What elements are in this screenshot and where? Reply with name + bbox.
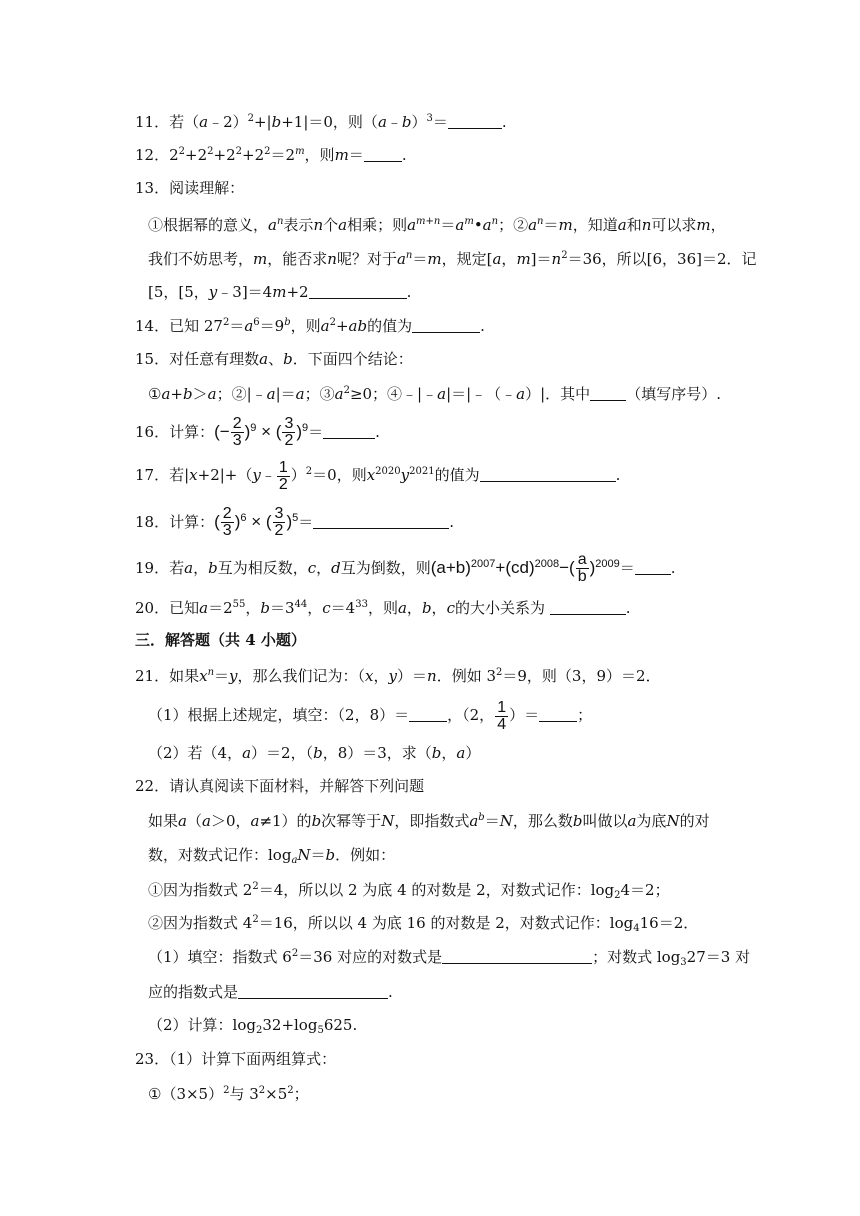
section-title: 三．解答题（共 4 小题） xyxy=(135,631,306,649)
question-22-line-1: 如果a（a＞0，a≠1）的b次幂等于N，即指数式$a^b=N$，那么数b叫做以a为底N的对 xyxy=(148,812,710,830)
question-21-part-2: （2）若（4，a）＝2，（b，8）＝3，求（b，a） xyxy=(148,744,481,762)
math-expression: (− $\frac{2}{3}$ )$^9$ × ( $\frac{3}{2}$ )$^9$ xyxy=(214,415,309,449)
fraction: $\frac{a}{b}$ xyxy=(577,551,587,585)
question-number: 22． xyxy=(135,777,170,795)
question-13-line-3: [5，[5，y﹣3]＝4m+2 . xyxy=(148,283,412,301)
question-13: 13．阅读理解： xyxy=(135,179,245,197)
answer-blank[interactable] xyxy=(309,284,407,299)
question-15-line-1: ①a+b＞a；②|﹣a|＝a；$③a^2\ge 0$；④﹣|﹣a|＝|﹣（﹣a）|．其中 （填写序号）. xyxy=(148,385,721,403)
answer-blank[interactable] xyxy=(550,600,626,615)
question-15: 15．对任意有理数a、b．下面四个结论： xyxy=(135,350,413,368)
answer-blank[interactable] xyxy=(364,147,402,162)
question-22-part-1: （1）填空：指数式 $6^2=36$ 对应的对数式是 ；对数式 $\log_327=3$ 对 xyxy=(148,948,751,968)
question-19: 19．若a，b互为相反数，c，d互为倒数，则$(a+b)^{2007}+(cd)^{2008}-$( $\frac{a}{b}$ )$^{2009}$＝ . xyxy=(135,551,676,585)
question-12: 12．$2^2+2^2+2^2+2^2=2^m$，则m＝ . xyxy=(135,146,407,164)
answer-blank[interactable] xyxy=(448,114,502,129)
math-expression: ( $\frac{2}{3}$ )$^6$ × ( $\frac{3}{2}$ )$^5$ xyxy=(214,505,299,539)
question-11: 11．若（a﹣2）$^2$+|b+1|＝0，则（a﹣b）$^3$＝ . xyxy=(135,113,507,131)
answer-blank[interactable] xyxy=(313,514,449,529)
fraction: $\frac{2}{3}$ xyxy=(222,505,232,539)
question-number: 11． xyxy=(135,113,170,131)
question-22-line-3: ①因为指数式 $2^2=4$，所以以 2 为底 4 的对数是 2，对数式记作：$\log_24=2$； xyxy=(148,881,670,901)
question-number: 15． xyxy=(135,350,170,368)
question-number: 13． xyxy=(135,179,170,197)
question-22-line-4: ②因为指数式 $4^2=16$，所以以 4 为底 16 的对数是 2，对数式记作：$\log_416=2$． xyxy=(148,914,699,934)
question-21-part-1: （1）根据上述规定，填空：（2，8）＝ ，（2， $\frac{1}{4}$ ）＝ ； xyxy=(148,698,593,733)
answer-blank[interactable] xyxy=(539,707,577,722)
answer-blank[interactable] xyxy=(480,467,616,482)
math-expression: $(a+b)^{2007}+(cd)^{2008}-$( $\frac{a}{b}$ )$^{2009}$ xyxy=(430,551,620,585)
question-13-line-2: 我们不妨思考，m，能否求n呢？对于$a^n=m$，规定[a，$m]=n^2=36$，所以[6，36]＝2．记 xyxy=(148,250,757,268)
question-14: 14．已知 $27^2=a^6=9^b$，则$a^2+ab$的值为 . xyxy=(135,317,485,335)
question-number: 17． xyxy=(135,466,170,484)
question-22-part-2: （2）计算：$\log_232+\log_5625$. xyxy=(148,1016,358,1036)
fraction: $\frac{1}{2}$ xyxy=(278,458,288,493)
question-number: 16． xyxy=(135,422,170,441)
question-23: 23．（1）计算下面两组算式： xyxy=(135,1050,337,1068)
answer-blank[interactable] xyxy=(635,560,671,575)
question-number: 20． xyxy=(135,599,170,617)
question-22-line-2: 数，对数式记作：$\log_aN=b$．例如： xyxy=(148,846,396,866)
answer-blank[interactable] xyxy=(442,949,592,964)
question-17: 17．若|x+2|+（y﹣ $\frac{1}{2}$ ）$^2$＝0，则$x^{2020}y^{2021}$的值为 . xyxy=(135,458,621,493)
answer-blank[interactable] xyxy=(590,386,626,401)
answer-blank[interactable] xyxy=(412,318,480,333)
question-18: 18．计算：( $\frac{2}{3}$ )$^6$ × ( $\frac{3}{2}$ )$^5$＝ . xyxy=(135,505,455,539)
question-number: 21． xyxy=(135,667,170,685)
fraction: $\frac{2}{3}$ xyxy=(232,415,242,449)
fraction: $\frac{1}{4}$ xyxy=(497,698,507,733)
question-number: 14． xyxy=(135,317,170,335)
question-22-part-1-cont: 应的指数式是 . xyxy=(148,983,393,1001)
question-number: 23． xyxy=(135,1050,170,1068)
question-21: 21．如果$x^n=y$，那么我们记为：（x，y）＝n．例如 $3^2=9$，则（3，9）＝2． xyxy=(135,667,661,685)
question-13-line-1: ①根据幂的意义，$a^n$表示n个a相乘；则$a^{m+n}=a^m•a^n$；$②a^n=m$，知道a和n可以求m， xyxy=(148,216,726,234)
question-number: 19． xyxy=(135,558,170,577)
question-16: 16．计算：(− $\frac{2}{3}$ )$^9$ × ( $\frac{3}{2}$ )$^9$＝ . xyxy=(135,415,380,449)
answer-blank[interactable] xyxy=(323,424,375,439)
fraction: $\frac{3}{2}$ xyxy=(274,505,284,539)
question-number: 12． xyxy=(135,146,170,164)
answer-blank[interactable] xyxy=(409,707,447,722)
question-22: 22．请认真阅读下面材料，并解答下列问题 xyxy=(135,777,425,795)
question-number: 18． xyxy=(135,512,170,531)
question-23-line-1: $①(3\times 5)^2$与 $3^2\times 5^2$； xyxy=(148,1085,309,1103)
fraction: $\frac{3}{2}$ xyxy=(284,415,294,449)
question-20: 20．已知$a=2^{55}$，$b=3^{44}$，$c=4^{33}$，则a，b，c的大小关系为 . xyxy=(135,599,631,617)
answer-blank[interactable] xyxy=(238,984,388,999)
